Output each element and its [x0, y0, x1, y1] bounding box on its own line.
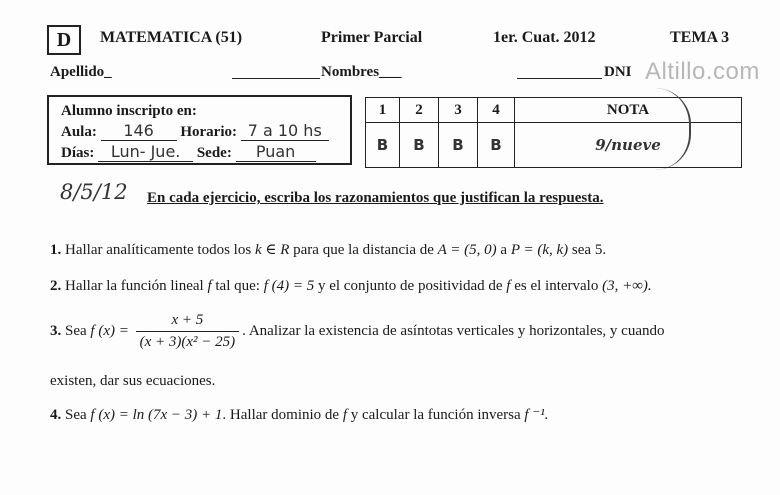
tema-letter-box: D — [47, 25, 81, 55]
aula-label: Aula: — [61, 124, 97, 140]
exercise-3-text-b: . Analizar la existencia de asíntotas verticales y horizontales, y cuando — [242, 322, 665, 339]
sede-value: Puan — [236, 143, 316, 162]
nota-value: 9/nueve — [515, 123, 742, 168]
exercise-2-text-b: tal que: — [215, 278, 260, 294]
student-info-box — [47, 95, 352, 165]
grade-mark-2: B — [400, 123, 439, 168]
dias-label: Días: — [61, 145, 95, 161]
exercise-1-math-c: P = (k, k) — [510, 242, 569, 258]
grade-header-1: 1 — [366, 98, 400, 123]
exercise-4-number: 4. — [50, 407, 62, 423]
exercise-3-number: 3. — [50, 322, 62, 339]
exercise-2-math-b: f (4) = 5 — [263, 278, 315, 294]
exercise-3-continuation: existen, dar sus ecuaciones. — [50, 373, 216, 389]
dias-value: Lun- Jue. — [98, 143, 193, 162]
exercise-3 — [50, 312, 665, 351]
term-label: 1er. Cuat. 2012 — [493, 29, 596, 46]
exercise-2-text-d: es el intervalo — [514, 278, 599, 294]
horario-label: Horario: — [180, 124, 237, 140]
exercise-2-math-c: f — [506, 278, 511, 294]
exercise-2-math-a: f — [207, 278, 212, 294]
exercise-2-number: 2. — [50, 278, 62, 294]
topic-label: TEMA 3 — [670, 29, 730, 46]
exercise-3-fraction — [136, 312, 240, 351]
nota-header: NOTA — [515, 98, 742, 123]
grade-mark-4: B — [478, 123, 515, 168]
instruction-text: En cada ejercicio, escriba los razonamientos que justifican la respuesta. — [147, 190, 604, 206]
horario-value: 7 a 10 hs — [241, 122, 329, 141]
exercise-1-text-d: sea 5. — [571, 242, 607, 258]
watermark-logo: Altillo.com — [645, 58, 760, 85]
apellido-label: Apellido_ — [50, 64, 112, 80]
exercise-4-text-b: . Hallar dominio de — [222, 407, 340, 423]
exercise-3-math-a: f (x) = — [90, 322, 129, 339]
exercise-1-text-c: a — [500, 242, 508, 258]
exercise-2 — [50, 278, 652, 295]
grade-header-4: 4 — [478, 98, 515, 123]
exercise-1-math-b: A = (5, 0) — [437, 242, 497, 258]
grade-mark-1: B — [366, 123, 400, 168]
exercise-2-text-c: y el conjunto de positividad de — [317, 278, 503, 294]
dni-label: DNI — [604, 64, 632, 80]
nombres-blank[interactable] — [517, 62, 602, 79]
exercise-1 — [50, 240, 606, 259]
exercise-4-text-c: y calcular la función inversa — [350, 407, 521, 423]
exercise-1-number: 1. — [50, 242, 62, 258]
exercise-4-math-c: f ⁻¹. — [524, 407, 549, 423]
exam-title: Primer Parcial — [321, 29, 423, 46]
exercise-4 — [50, 405, 549, 424]
date-scribble: 8/5/12 — [60, 180, 128, 204]
dias-sede-row — [61, 143, 316, 162]
grade-header-3: 3 — [439, 98, 478, 123]
exercise-4-text-a: Sea — [65, 407, 87, 423]
sede-label: Sede: — [196, 145, 232, 161]
student-box-title: Alumno inscripto en: — [61, 103, 197, 119]
subject-title: MATEMATICA (51) — [100, 29, 243, 46]
exercise-4-math-b: f — [342, 407, 347, 423]
exercise-3-text-a: Sea — [65, 322, 87, 339]
exercise-2-math-d: (3, +∞). — [602, 278, 652, 294]
aula-value: 146 — [101, 122, 177, 141]
apellido-blank[interactable] — [232, 62, 320, 79]
exercise-1-math-a: k ∈ R — [254, 242, 290, 258]
exercise-4-math-a: f (x) = ln (7x − 3) + 1 — [90, 407, 223, 423]
exercise-2-text-a: Hallar la función lineal — [65, 278, 204, 294]
exercise-1-text-a: Hallar analíticamente todos los — [65, 242, 252, 258]
nombres-label: Nombres___ — [321, 64, 402, 80]
fraction-denominator: (x + 3)(x² − 25) — [136, 331, 240, 351]
exercise-1-text-b: para que la distancia de — [293, 242, 434, 258]
grade-header-2: 2 — [400, 98, 439, 123]
fraction-numerator: x + 5 — [171, 312, 204, 328]
grade-mark-3: B — [439, 123, 478, 168]
aula-horario-row — [61, 122, 329, 141]
